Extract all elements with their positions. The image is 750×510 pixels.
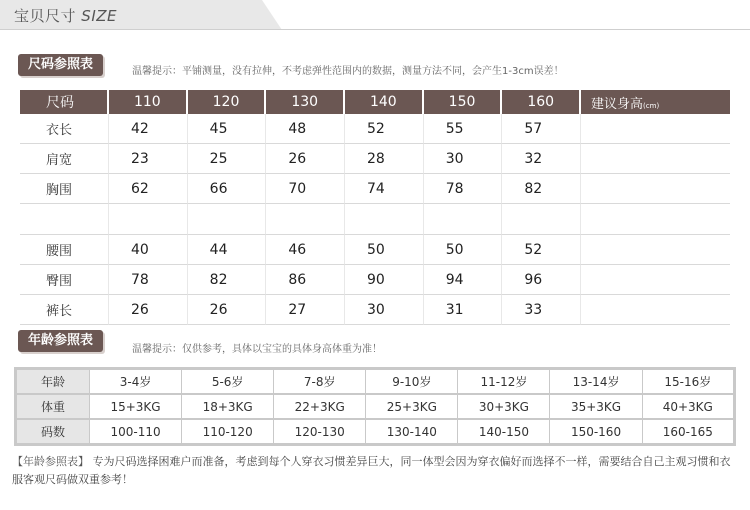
table-cell: 15+3KG [90,395,182,420]
table-row [17,370,733,395]
row-label: 衣长 [20,114,109,144]
page-header [0,0,750,30]
table-cell: 25 [188,144,267,174]
table-cell: 22+3KG [274,395,366,420]
table-cell: 52 [502,235,581,265]
table-row-blank [20,204,730,235]
table-cell: 26 [109,295,188,325]
age-chart-table [14,367,736,446]
page-title-cn: 宝贝尺寸 [14,7,77,25]
table-row [20,295,730,325]
table-cell-empty [581,114,730,144]
table-cell-empty [581,265,730,295]
age-chart-badge: 年龄参照表 [18,330,103,352]
table-cell: 30 [345,295,424,325]
table-cell: 82 [188,265,267,295]
table-cell: 160-165 [643,420,733,443]
row-label: 臀围 [20,265,109,295]
age-chart-tip: 温馨提示：仅供参考，具体以宝宝的具体身高体重为准！ [132,344,382,355]
table-cell-empty [581,174,730,204]
recommend-height-label: 建议身高 [591,96,644,112]
table-row [20,235,730,265]
table-cell: 3-4岁 [90,370,182,395]
table-cell: 70 [266,174,345,204]
note-text: 专为尺码选择困难户而准备，考虑到每个人穿衣习惯差异巨大，同一体型会因为穿衣偏好而选择不一样，需要结合自己主观习惯和衣服客观尺码做双重参考！ [12,455,731,486]
table-cell: 7-8岁 [274,370,366,395]
table-cell: 45 [188,114,267,144]
page-title-en: SIZE [81,7,117,25]
table-cell: 96 [502,265,581,295]
size-header-cell: 160 [502,90,581,114]
table-cell: 25+3KG [366,395,458,420]
table-cell: 130-140 [366,420,458,443]
row-label: 码数 [17,420,90,443]
table-cell: 5-6岁 [182,370,274,395]
row-label: 胸围 [20,174,109,204]
size-chart-badge: 尺码参照表 [18,54,103,76]
table-cell: 30+3KG [458,395,550,420]
size-chart-header-row [20,90,730,114]
table-cell: 57 [502,114,581,144]
row-label: 腰围 [20,235,109,265]
table-cell: 35+3KG [550,395,642,420]
table-cell-empty [502,204,581,235]
recommend-height-unit: (cm) [643,101,660,110]
table-cell: 82 [502,174,581,204]
table-row [17,420,733,443]
table-cell: 94 [424,265,503,295]
row-label: 裤长 [20,295,109,325]
table-cell: 110-120 [182,420,274,443]
table-row [17,395,733,420]
table-cell: 26 [266,144,345,174]
table-cell: 66 [188,174,267,204]
size-chart-table [20,90,730,325]
table-cell-empty [581,204,730,235]
size-header-cell: 150 [424,90,503,114]
table-cell: 26 [188,295,267,325]
table-cell: 15-16岁 [643,370,733,395]
table-cell: 78 [109,265,188,295]
table-row [20,144,730,174]
table-cell: 50 [424,235,503,265]
table-row [20,174,730,204]
table-cell-empty [266,204,345,235]
size-header-cell: 110 [109,90,188,114]
table-cell: 40 [109,235,188,265]
table-cell: 18+3KG [182,395,274,420]
row-label: 肩宽 [20,144,109,174]
table-cell: 140-150 [458,420,550,443]
table-cell: 90 [345,265,424,295]
table-cell: 74 [345,174,424,204]
table-cell-empty [581,295,730,325]
bottom-note [12,453,738,489]
table-cell: 28 [345,144,424,174]
table-cell: 46 [266,235,345,265]
table-cell: 42 [109,114,188,144]
table-row [20,114,730,144]
table-cell: 150-160 [550,420,642,443]
size-header-cell: 130 [266,90,345,114]
size-header-cell: 120 [188,90,267,114]
size-chart-tip: 温馨提示：平铺测量，没有拉伸，不考虑弹性范围内的数据，测量方法不同，会产生1-3cm误差！ [132,66,564,77]
table-cell: 120-130 [274,420,366,443]
table-cell: 23 [109,144,188,174]
table-cell: 100-110 [90,420,182,443]
table-cell: 55 [424,114,503,144]
table-cell-empty [109,204,188,235]
table-cell-empty [581,144,730,174]
row-label: 体重 [17,395,90,420]
table-cell: 32 [502,144,581,174]
table-cell-empty [424,204,503,235]
table-cell: 33 [502,295,581,325]
table-cell: 78 [424,174,503,204]
table-cell: 44 [188,235,267,265]
table-cell: 9-10岁 [366,370,458,395]
table-cell: 13-14岁 [550,370,642,395]
table-cell-empty [188,204,267,235]
table-cell: 48 [266,114,345,144]
table-cell: 31 [424,295,503,325]
table-cell: 27 [266,295,345,325]
page-title [14,5,117,26]
table-row [20,265,730,295]
table-cell: 40+3KG [643,395,733,420]
table-cell: 62 [109,174,188,204]
row-label: 年龄 [17,370,90,395]
table-cell: 30 [424,144,503,174]
header-divider [0,29,750,30]
recommend-height-header [581,90,730,114]
table-cell: 52 [345,114,424,144]
size-header-cell: 140 [345,90,424,114]
table-cell: 11-12岁 [458,370,550,395]
size-header-label: 尺码 [20,90,109,114]
table-cell-empty [345,204,424,235]
table-cell-empty [581,235,730,265]
row-label [20,204,109,235]
table-cell: 86 [266,265,345,295]
table-cell: 50 [345,235,424,265]
note-tag: 【年龄参照表】 [12,455,89,468]
